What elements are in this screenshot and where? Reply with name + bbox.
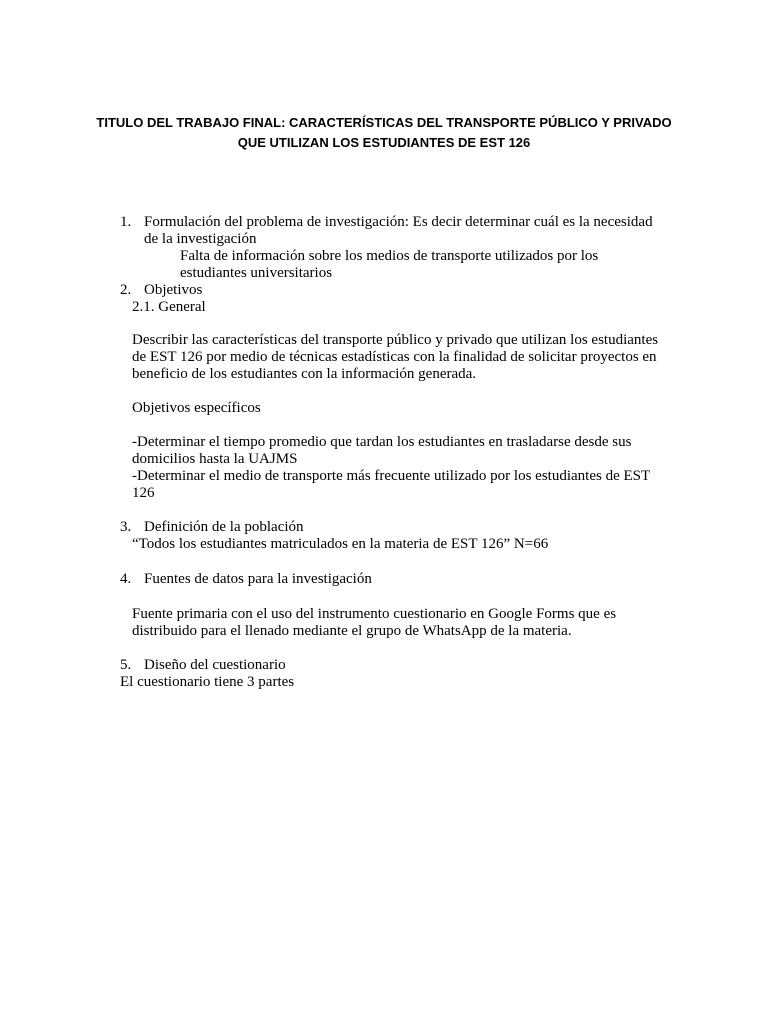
questionnaire-description: El cuestionario tiene 3 partes: [120, 674, 295, 690]
general-objective-line-2: de EST 126 por medio de técnicas estadísticas con la finalidad de solicitar proyectos en: [132, 349, 657, 365]
general-objective-line-1: Describir las características del transporte público y privado que utilizan los estudiantes: [132, 332, 659, 348]
section-1-heading-line-1: Formulación del problema de investigación: Es decir determinar cuál es la necesidad: [144, 214, 653, 230]
data-source-line-1: Fuente primaria con el uso del instrumento cuestionario en Google Forms que es: [132, 606, 617, 622]
section-2-number: 2.: [120, 282, 132, 298]
data-source-line-2: distribuido para el llenado mediante el grupo de WhatsApp de la materia.: [132, 623, 572, 639]
specific-objective-line-3: -Determinar el medio de transporte más frecuente utilizado por los estudiantes de EST: [132, 468, 651, 484]
document-title-line-1: TITULO DEL TRABAJO FINAL: CARACTERÍSTICAS DEL TRANSPORTE PÚBLICO Y PRIVADO: [96, 115, 672, 130]
section-1-answer-line-2: estudiantes universitarios: [180, 265, 333, 281]
section-1-answer-line-1: Falta de información sobre los medios de transporte utilizados por los: [180, 248, 599, 264]
specific-objectives-label: Objetivos específicos: [132, 400, 261, 416]
section-3-heading: Definición de la población: [144, 519, 304, 535]
general-objective-label: 2.1. General: [132, 299, 206, 315]
document-title-line-2: QUE UTILIZAN LOS ESTUDIANTES DE EST 126: [237, 135, 531, 150]
section-5-heading: Diseño del cuestionario: [144, 657, 286, 673]
section-1-heading-line-2: de la investigación: [144, 231, 257, 247]
section-2-heading: Objetivos: [144, 282, 203, 298]
specific-objective-line-2: domicilios hasta la UAJMS: [132, 451, 298, 467]
population-definition: “Todos los estudiantes matriculados en la materia de EST 126” N=66: [132, 536, 549, 552]
specific-objective-line-4: 126: [132, 485, 155, 501]
section-4-heading: Fuentes de datos para la investigación: [144, 571, 372, 587]
general-objective-line-3: beneficio de los estudiantes con la información generada.: [132, 366, 477, 382]
section-4-number: 4.: [120, 571, 132, 587]
section-1-number: 1.: [120, 214, 132, 230]
section-5-number: 5.: [120, 657, 132, 673]
specific-objective-line-1: -Determinar el tiempo promedio que tardan los estudiantes en trasladarse desde sus: [132, 434, 632, 450]
section-3-number: 3.: [120, 519, 132, 535]
